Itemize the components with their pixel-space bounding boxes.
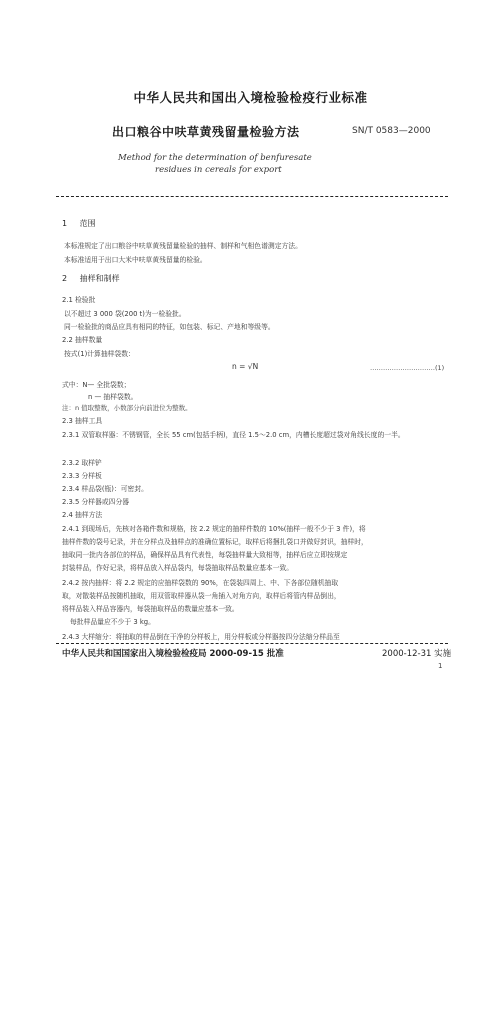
standard-header: 中华人民共和国出入境检验检疫行业标准: [133, 90, 368, 105]
header-divider: [56, 196, 448, 197]
paragraph-line: 每批样品量应不少于 3 kg。: [70, 618, 155, 626]
formula-number: …………………………(1): [370, 364, 445, 372]
section-number: 1: [62, 219, 68, 228]
list-item: 2.3.4 样品袋(瓶)：可密封。: [62, 485, 148, 493]
section-2-heading: [62, 273, 120, 284]
subsection-heading: 2.2 抽样数量: [62, 336, 103, 344]
paragraph: 同一检验批的商品应具有相同的特征，如包装、标记、产地和等级等。: [64, 323, 275, 331]
list-item: 2.3.5 分样器或四分器: [62, 498, 130, 506]
paragraph: 本标准适用于出口大米中呋草黄残留量的检验。: [64, 256, 207, 264]
effective-date: 2000-12-31 实施: [382, 649, 452, 659]
paragraph: 本标准规定了出口粮谷中呋草黄残留量检验的抽样、制样和气相色谱测定方法。: [64, 242, 302, 250]
list-item: 2.3.3 分样板: [62, 472, 102, 480]
paragraph-line: 封装样品，作好记录，将样品放入样品袋内，每袋抽取样品数量应基本一致。: [62, 564, 294, 572]
page-number: 1: [438, 662, 443, 670]
formula-where: n — 抽样袋数。: [88, 393, 138, 401]
approval-statement: 中华人民共和国国家出入境检验检疫局 2000-09-15 批准: [62, 649, 284, 659]
paragraph: 2.3.1 双管取样器：不锈钢管，全长 55 cm(包括手柄)，直径 1.5～2.0 cm，内槽长度超过袋对角线长度的一半。: [62, 431, 405, 439]
standard-number: SN/T 0583—2000: [352, 126, 431, 136]
english-title-line-2: residues in cereals for export: [155, 165, 282, 175]
paragraph: 以不超过 3 000 袋(200 t)为一检验批。: [64, 310, 186, 318]
paragraph-line: 取，对散装样品按随机抽取，用双管取样器从袋一角插入对角方向，取样后将管内样品倒出，: [62, 592, 341, 600]
english-title-line-1: Method for the determination of benfuresate: [118, 153, 312, 163]
paragraph-line: 2.4.3 大样缩分：将抽取的样品倒在干净的分样板上，用分样板或分样器按四分法缩分样品至: [62, 633, 340, 641]
paragraph-line: 将样品装入样品容器内，每袋抽取样品的数量应基本一致。: [62, 605, 239, 613]
section-number: 2: [62, 274, 68, 283]
document-title: 出口粮谷中呋草黄残留量检验方法: [112, 125, 300, 139]
paragraph-line: 2.4.2 按内抽样：将 2.2 规定的应抽样袋数的 90%，在袋装四周上、中、下各部位随机抽取: [62, 579, 339, 587]
section-label: 抽样和制样: [79, 274, 120, 283]
paragraph-line: 2.4.1 到现场后，先核对各箱件数和规格，按 2.2 规定的抽样件数的 10%(抽样一般不少于 3 件)，将: [62, 525, 366, 533]
formula-where: 式中：N— 全批袋数；: [62, 381, 131, 389]
footer-divider: [56, 643, 448, 644]
section-1-heading: [62, 218, 96, 229]
paragraph: 按式(1)计算抽样袋数：: [64, 350, 135, 358]
subsection-heading: 2.1 检验批: [62, 296, 96, 304]
note: 注：n 值取整数，小数部分向前进位为整数。: [62, 404, 192, 412]
formula: n = √N: [232, 362, 259, 371]
paragraph-line: 抽样件数的袋号记录，并在分样点及抽样点的准确位置标记，取样后将捆扎袋口并做好封识，抽样时，: [62, 538, 368, 546]
subsection-heading: 2.3 抽样工具: [62, 417, 103, 425]
paragraph-line: 抽取同一批内各部位的样品，确保样品具有代表性，每袋抽样量大致相等，抽样后应立即按规定: [62, 551, 348, 559]
list-item: 2.3.2 取样铲: [62, 459, 102, 467]
section-label: 范围: [79, 219, 96, 228]
subsection-heading: 2.4 抽样方法: [62, 511, 103, 519]
